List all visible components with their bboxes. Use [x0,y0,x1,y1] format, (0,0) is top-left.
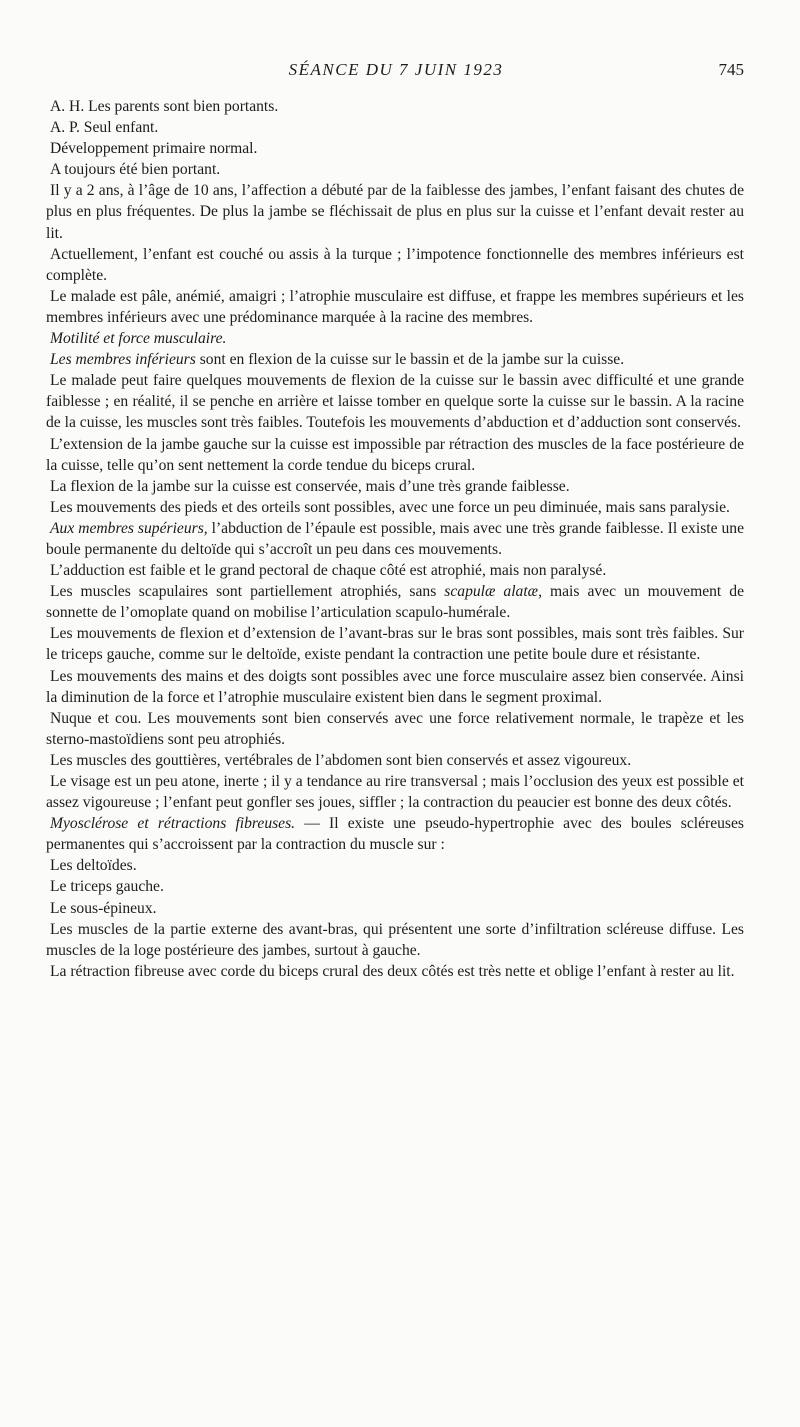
paragraph: Nuque et cou. Les mouvements sont bien conservés avec une force relativement normale, le trapèze et les sterno-mastoïdiens sont peu atrophiés. [46,709,744,748]
page-number: 745 [718,60,744,79]
paragraph: Actuellement, l’enfant est couché ou assis à la turque ; l’impotence fonctionnelle des membres inférieurs est complète. [46,245,744,284]
page-header [48,60,744,84]
paragraph: Le visage est un peu atone, inerte ; il y a tendance au rire transversal ; mais l’occlusion des yeux est possible et assez vigoureuse ; l’enfant peut gonfler ses joues, siffler ; la contraction du peaucier est bonne des deux côtés. [46,773,744,812]
paragraph: L’extension de la jambe gauche sur la cuisse est impossible par rétraction des muscles de la face postérieure de la cuisse, telle qu’on sent nettement la corde tendue du biceps crural. [46,435,744,474]
section-heading: Motilité et force musculaire. [50,330,227,348]
paragraph: Aux membres supérieurs, l’abduction de l’épaule est possible, mais avec une très grande faiblesse. Il existe une boule permanente du deltoïde qui s’accroît un peu dans ces mouvements. [46,519,745,558]
running-head: SÉANCE DU 7 JUIN 1923 [288,60,504,79]
paragraph: La flexion de la jambe sur la cuisse est conservée, mais d’une très grande faiblesse. [50,477,570,495]
paragraph: Les membres inférieurs sont en flexion de la cuisse sur le bassin et de la jambe sur la cuisse. [50,351,625,369]
paragraph: L’adduction est faible et le grand pectoral de chaque côté est atrophié, mais non paralysé. [50,562,607,580]
paragraph: A toujours été bien portant. [50,161,221,179]
paragraph: Les muscles des gouttières, vertébrales de l’abdomen sont bien conservés et assez vigoureux. [50,751,632,769]
paragraph: Les mouvements de flexion et d’extension de l’avant-bras sur le bras sont possibles, mais sont très faibles. Sur le triceps gauche, comme sur le deltoïde, existe pendant la contraction une petite boule dure et résistante. [46,625,744,664]
list-item: Les deltoïdes. [50,857,137,875]
paragraph: Les mouvements des mains et des doigts sont possibles avec une force musculaire assez bien conservée. Ainsi la diminution de la force et l’atrophie musculaire existent bien dans le segment proximal. [46,667,744,706]
paragraph: Le malade peut faire quelques mouvements de flexion de la cuisse sur le bassin avec difficulté et une grande faiblesse ; en réalité, il se penche en arrière et laisse tomber en quelque sorte la cuisse sur le bassin. A la racine de la cuisse, les muscles sont très faibles. Toutefois les mouvements d’abduction et d’adduction sont conservés. [46,372,744,432]
paragraph: Myosclérose et rétractions fibreuses. — Il existe une pseudo-hypertrophie avec des boules scléreuses permanentes qui s’accroissent par la contraction du muscle sur : [46,815,744,854]
paragraph: A. H. Les parents sont bien portants. [50,98,279,115]
paragraph: Le malade est pâle, anémié, amaigri ; l’atrophie musculaire est diffuse, et frappe les membres supérieurs et les membres inférieurs avec une prédominance marquée à la racine des membres. [46,287,744,326]
paragraph: Les mouvements des pieds et des orteils sont possibles, avec une force un peu diminuée, mais sans paralysie. [50,498,730,516]
paragraph: La rétraction fibreuse avec corde du biceps crural des deux côtés est très nette et oblige l’enfant à rester au lit. [50,962,735,980]
list-item: Le triceps gauche. [50,878,164,896]
paragraph: Développement primaire normal. [50,140,258,158]
paragraph: Il y a 2 ans, à l’âge de 10 ans, l’affection a débuté par de la faiblesse des jambes, l’enfant faisant des chutes de plus en plus fréquentes. De plus la jambe se fléchissait de plus en plus sur la cuisse et l’enfant devait rester au lit. [46,182,744,242]
list-item: Le sous-épineux. [50,899,157,917]
paragraph: A. P. Seul enfant. [50,119,159,137]
paragraph: Les muscles de la partie externe des avant-bras, qui présentent une sorte d’infiltration scléreuse diffuse. Les muscles de la loge postérieure des jambes, surtout à gauche. [46,920,744,959]
body-text [46,96,744,982]
paragraph: Les muscles scapulaires sont partiellement atrophiés, sans scapulæ alatæ, mais avec un mouvement de sonnette de l’omoplate quand on mobilise l’articulation scapulo-humérale. [46,583,744,622]
